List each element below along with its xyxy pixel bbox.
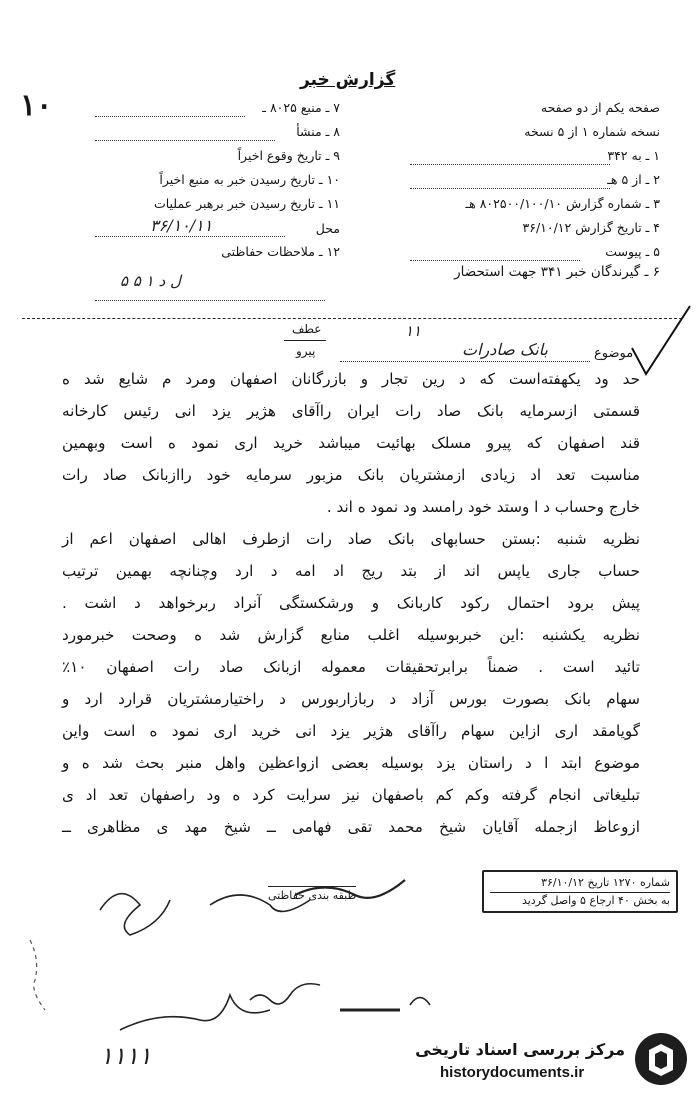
body-line: موضوع ابتد ا د راستان یزد بوسیله بعضی ازواعظین واهل منبر بحث شد ه و [62,754,640,772]
body-line: حساب جاری یاپس اند از بتد ریج اد امه د ارد وچنانچه بهمین ترتیب [62,562,640,580]
field-date-received-ops: ۱۱ ـ تاریخ رسیدن خبر برهبر عملیات [153,196,340,211]
field-from-dots [410,188,610,189]
body-line: پیش برود احتمال رکود کاربانک و ورشکستگی آنراد ربرخواهد د اشت . [62,594,640,612]
body-line: تبلیغاتی انجام گرفته وکم کم باصفهان نیز سرایت کرد ه ود راصفهان تعد اد ی [62,786,640,804]
archive-website: historydocuments.ir [440,1064,585,1081]
field-origin: ۸ ـ منشأ [296,124,340,139]
body-line: سهام بانک بصورت بورس آزاد د ربازاربورس د راختیارمشتریان قرارد ارد و [62,690,640,708]
margin-number: ۱۰ [20,88,53,123]
peyro-label: پیرو [296,344,316,358]
atf-peyro-divider [284,340,326,341]
registration-stamp-line: شماره ۱۲۷۰ تاریخ ۳۶/۱۰/۱۲ [541,876,670,889]
field-source-dots [95,116,245,117]
bottom-handwritten-numbers: ۱۱۱۱ [100,1042,152,1070]
copy-number-line: نسخه شماره ۱ از ۵ نسخه [524,124,660,139]
field-location-value: ۳۶/۱۰/۱۱ [150,216,213,235]
subject-dots [340,361,590,362]
body-line: قسمتی ازسرمایه بانک صاد رات ایران راآقای هژیر یزد انی رئیس کارخانه [62,402,640,420]
atf-label: عطف [292,322,322,336]
field-date-occurrence: ۹ ـ تاریخ وقوع اخیراً [237,148,340,163]
registration-stamp-line: به بخش ۴۰ ارجاع ۵ واصل گردید [490,892,670,908]
registration-stamp [482,870,678,913]
field-source: ۷ ـ منبع ۸۰۲۵ ـ [262,100,340,115]
body-line: قند اصفهان که پیرو مسلک بهائیت میباشد خرید اری نمود ه است وبهمین [62,434,640,452]
field-location-dots [95,236,285,237]
field-location-label: محل [315,221,340,236]
field-report-date: ۴ ـ تاریخ گزارش ۳۶/۱۰/۱۲ [522,220,660,235]
body-line: نظریه شنبه :بستن حسابهای بانک صاد رات ازطرف اهالی اصفهان اعم از [62,530,640,548]
field-security-note-dots [95,300,325,301]
security-classification-stamp: طبقه بندی حفاظتی [268,886,356,902]
field-attachment-dots [410,260,580,261]
field-recipients: ۶ ـ گیرندگان خبر ۳۴۱ جهت استحضار [454,264,660,280]
field-origin-dots [95,140,275,141]
body-line: خارج وحساب د ا وستد خود رامسد ود نمود ه اند . [326,498,640,516]
subject-value: بانک صادرات [462,340,549,359]
subject-annotation: ۱۱ [405,322,422,340]
body-line: ازوعاظ ازجمله آقایان شیخ محمد تقی فهامی ــ شیخ مهد ی مظاهری ــ [62,818,640,836]
header-separator [22,318,682,319]
document-title: گزارش خبر [300,70,396,90]
field-report-number: ۳ ـ شماره گزارش ۸۰۲۵۰۰/۱۰۰/۱۰ هـ [465,196,660,211]
subject-label: موضوع [594,346,634,361]
body-line: مناسبت تعد اد زیادی ازمشتریان بانک مزبور سرمایه خود راازبانک صاد رات [62,466,640,484]
field-to: ۱ ـ به ۳۴۲ [607,148,660,163]
check-mark-icon [628,300,694,378]
archive-name: مرکز بررسی اسناد تاریخی [415,1040,625,1059]
body-line: نظریه یکشنبه :این خبربوسیله اغلب منابع گزارش شد ه وصحت خبرمورد [62,626,640,644]
field-security-notes: ۱۲ ـ ملاحظات حفاظتی [221,244,340,259]
field-from: ۲ ـ از ۵ هـ [607,172,660,187]
field-attachment: ۵ ـ پیوست [605,244,660,259]
archive-logo-icon [632,1030,690,1088]
body-line: تائید است . ضمناً برابرتحقیقات معموله ازبانک صاد رات اصفهان ۱۰٪ [62,658,640,676]
field-date-received-source: ۱۰ ـ تاریخ رسیدن خبر به منبع اخیراً [159,172,340,187]
body-line: حد ود یکهفته‌است که د رین تجار و بازرگانان اصفهان ومرد م شایع شد ه [62,370,640,388]
field-to-dots [410,164,610,165]
field-security-note-value: ۵ ل د ۱ ۵ [120,272,181,290]
page-count-line: صفحه یکم از دو صفحه [540,100,660,115]
body-line: گویامقد اری ازاین سهام راآقای هژیر یزد انی خرید اری نمود ه است واین [62,722,640,740]
